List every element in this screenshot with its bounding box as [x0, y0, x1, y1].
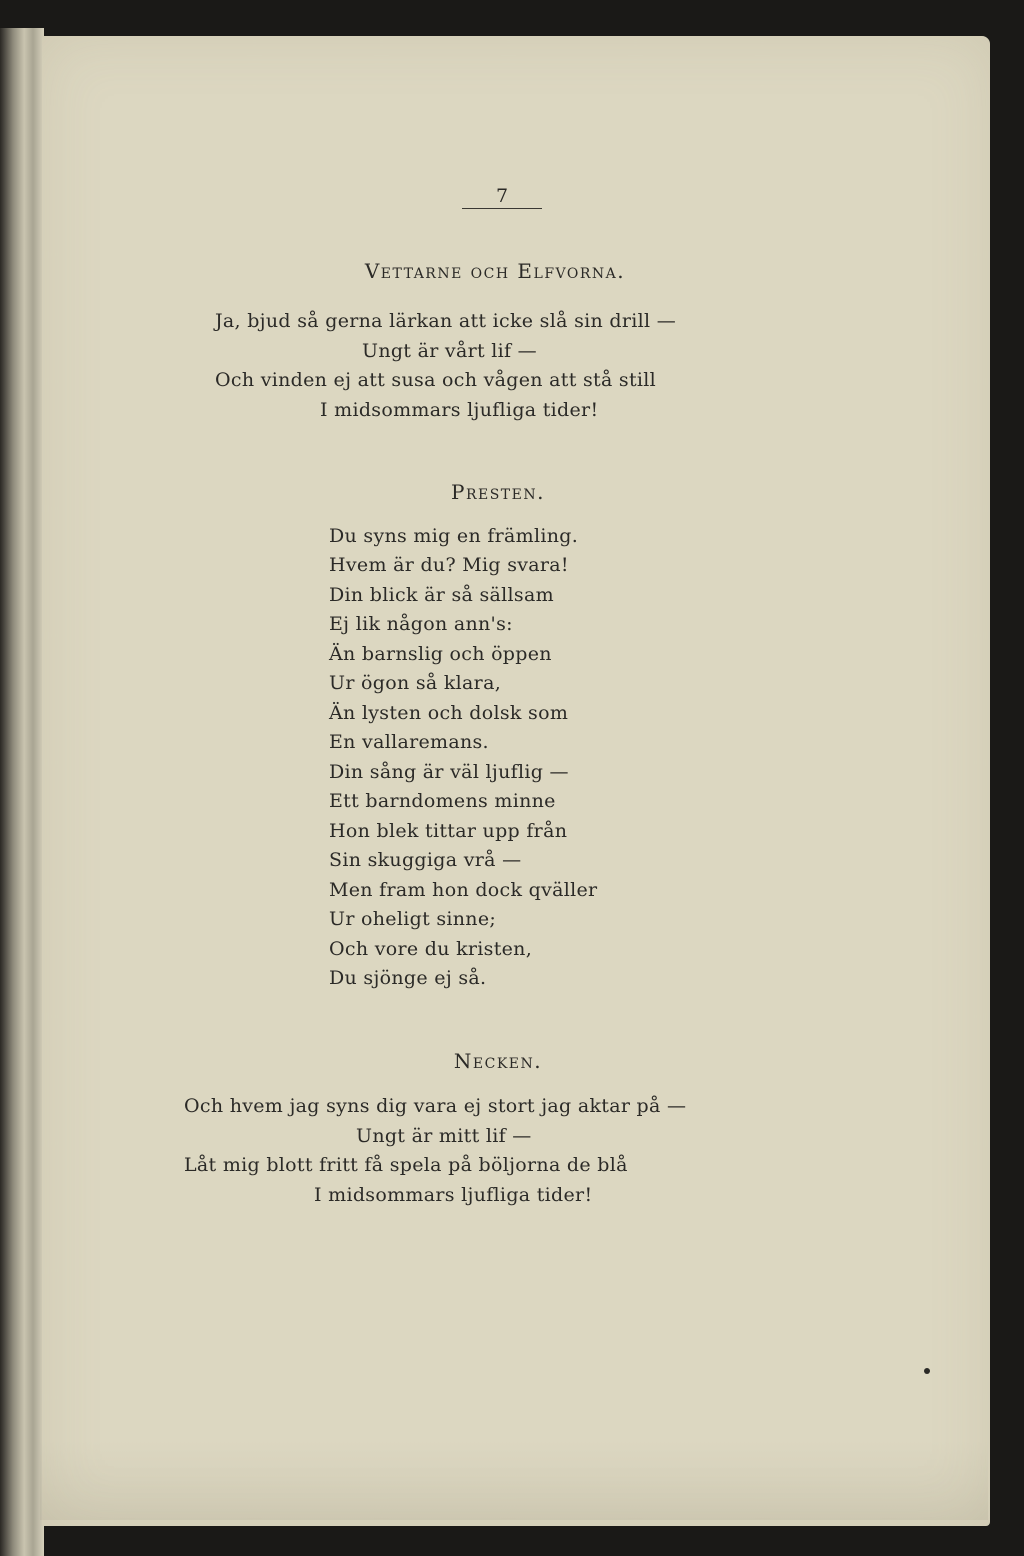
verse-line: Hvem är du? Mig svara!: [329, 554, 569, 576]
section-heading-presten: Presten.: [451, 480, 545, 504]
verse-line: Ur oheligt sinne;: [329, 908, 497, 930]
verse-line: Sin skuggiga vrå —: [329, 849, 522, 871]
book-binding: [0, 28, 44, 1556]
verse-line: Och hvem jag syns dig vara ej stort jag aktar på —: [184, 1095, 687, 1117]
section-heading-necken: Necken.: [453, 1049, 543, 1073]
verse-line: Hon blek tittar upp från: [329, 820, 568, 842]
verse-line: I midsommars ljufliga tider!: [314, 1184, 593, 1206]
verse-line: Och vinden ej att susa och vågen att stå still: [215, 369, 657, 391]
section-heading-vettarne: Vettarne och Elfvorna.: [364, 259, 626, 283]
verse-line: Ungt är vårt lif —: [362, 340, 537, 362]
verse-line: Ungt är mitt lif —: [356, 1125, 532, 1147]
verse-line: Du sjönge ej så.: [329, 967, 487, 989]
verse-line: I midsommars ljufliga tider!: [320, 399, 599, 421]
verse-line: Ja, bjud så gerna lärkan att icke slå sin drill —: [215, 310, 676, 332]
verse-line: Men fram hon dock qväller: [329, 879, 598, 901]
paper-speck: [924, 1368, 930, 1374]
verse-line: Än barnslig och öppen: [329, 643, 552, 665]
verse-line: Ej lik någon ann's:: [329, 613, 513, 635]
verse-line: En vallaremans.: [329, 731, 489, 753]
verse-line: Låt mig blott fritt få spela på böljorna de blå: [184, 1154, 628, 1176]
verse-line: Din sång är väl ljuflig —: [329, 761, 569, 783]
verse-line: Än lysten och dolsk som: [329, 702, 569, 724]
verse-line: Och vore du kristen,: [329, 938, 533, 960]
page-number: 7: [462, 184, 542, 209]
verse-line: Ur ögon så klara,: [329, 672, 502, 694]
verse-line: Ett barndomens minne: [329, 790, 556, 812]
page-edge-shadow: [40, 1440, 988, 1520]
verse-line: Din blick är så sällsam: [329, 584, 554, 606]
verse-line: Du syns mig en främling.: [329, 525, 579, 547]
